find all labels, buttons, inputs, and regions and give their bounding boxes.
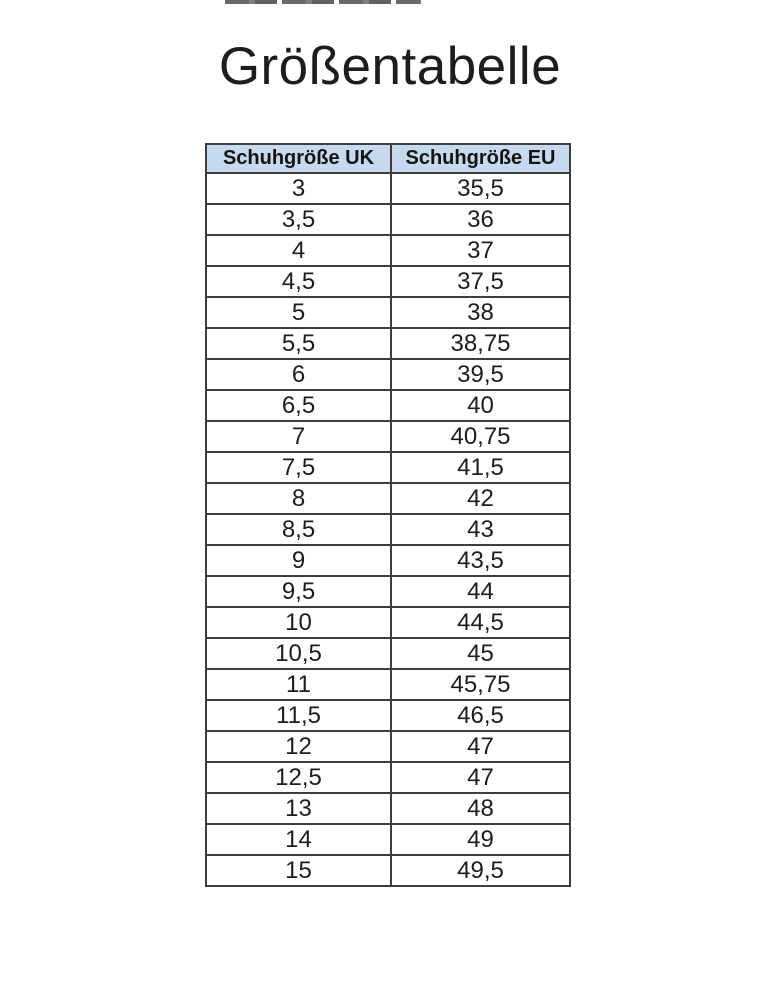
table-row [206,607,570,638]
table-row [206,297,570,328]
cell-uk-size: 13 [206,793,391,824]
table-row [206,452,570,483]
cell-uk-size: 10,5 [206,638,391,669]
cell-eu-size: 46,5 [391,700,570,731]
cell-eu-size: 37,5 [391,266,570,297]
table-row [206,824,570,855]
cell-uk-size: 12,5 [206,762,391,793]
cell-eu-size: 47 [391,731,570,762]
cell-uk-size: 11,5 [206,700,391,731]
table-row [206,700,570,731]
table-row [206,235,570,266]
cell-uk-size: 9,5 [206,576,391,607]
size-table [205,143,571,887]
cell-eu-size: 42 [391,483,570,514]
cell-uk-size: 4,5 [206,266,391,297]
table-row [206,762,570,793]
cell-eu-size: 35,5 [391,173,570,204]
cell-eu-size: 38 [391,297,570,328]
table-row [206,638,570,669]
cell-eu-size: 36 [391,204,570,235]
cell-uk-size: 5,5 [206,328,391,359]
cell-uk-size: 8 [206,483,391,514]
cell-eu-size: 44,5 [391,607,570,638]
cropped-content-artifact [225,0,421,4]
table-row [206,390,570,421]
table-row [206,545,570,576]
cell-uk-size: 6 [206,359,391,390]
cell-uk-size: 3 [206,173,391,204]
cell-uk-size: 4 [206,235,391,266]
cell-eu-size: 48 [391,793,570,824]
table-row [206,514,570,545]
column-header-eu: Schuhgröße EU [391,144,570,173]
table-row [206,669,570,700]
cell-uk-size: 7,5 [206,452,391,483]
column-header-uk: Schuhgröße UK [206,144,391,173]
cell-eu-size: 40 [391,390,570,421]
cell-eu-size: 44 [391,576,570,607]
cell-uk-size: 15 [206,855,391,886]
cell-eu-size: 49,5 [391,855,570,886]
cell-uk-size: 9 [206,545,391,576]
table-row [206,731,570,762]
cell-uk-size: 12 [206,731,391,762]
cell-eu-size: 45,75 [391,669,570,700]
cell-uk-size: 8,5 [206,514,391,545]
cell-uk-size: 7 [206,421,391,452]
table-row [206,855,570,886]
table-row [206,576,570,607]
cell-eu-size: 47 [391,762,570,793]
table-row [206,421,570,452]
table-row [206,359,570,390]
table-row [206,483,570,514]
cell-eu-size: 43 [391,514,570,545]
cell-eu-size: 41,5 [391,452,570,483]
cell-uk-size: 3,5 [206,204,391,235]
cell-eu-size: 43,5 [391,545,570,576]
cell-eu-size: 38,75 [391,328,570,359]
table-body [206,173,570,886]
cell-eu-size: 49 [391,824,570,855]
table-header-row [206,144,570,173]
cell-eu-size: 39,5 [391,359,570,390]
page-title: Größentabelle [218,37,562,96]
cell-uk-size: 6,5 [206,390,391,421]
cell-uk-size: 5 [206,297,391,328]
table-row [206,173,570,204]
table-row [206,266,570,297]
cell-eu-size: 45 [391,638,570,669]
table-row [206,793,570,824]
table-row [206,328,570,359]
cell-uk-size: 11 [206,669,391,700]
cell-eu-size: 37 [391,235,570,266]
cell-uk-size: 10 [206,607,391,638]
table-row [206,204,570,235]
cell-uk-size: 14 [206,824,391,855]
cell-eu-size: 40,75 [391,421,570,452]
